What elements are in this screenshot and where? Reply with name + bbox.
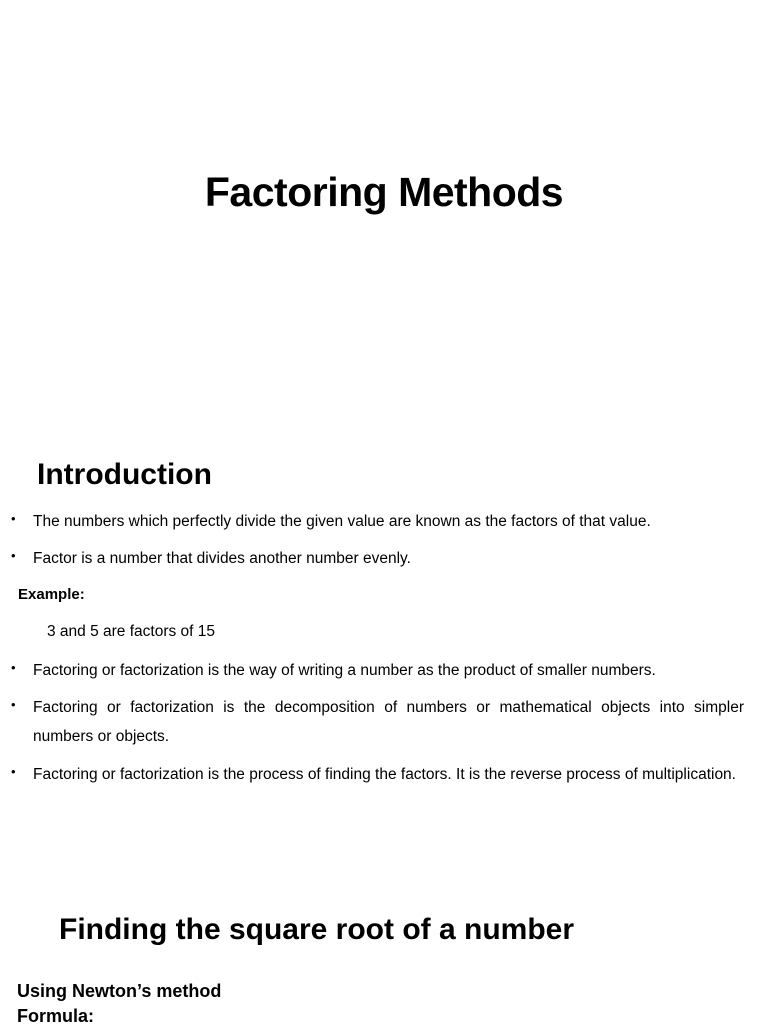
bullet-text: The numbers which perfectly divide the given value are known as the factors of that value. <box>33 513 651 530</box>
method-label: Using Newton’s method <box>17 981 222 1001</box>
document-title: Factoring Methods <box>204 169 564 215</box>
formula-label: Formula: <box>17 1006 95 1026</box>
square-root-heading: Finding the square root of a number <box>59 913 575 946</box>
bullet-icon: • <box>11 697 16 712</box>
bullet-icon: • <box>11 764 16 779</box>
bullet-icon: • <box>11 511 16 526</box>
bullet-icon: • <box>11 660 16 675</box>
bullet-text: Factor is a number that divides another number evenly. <box>33 550 411 567</box>
bullet-text: Factoring or factorization is the decomposition of numbers or mathematical objects into simpler numbers or objects. <box>33 699 744 745</box>
bullet-text: Factoring or factorization is the way of writing a number as the product of smaller numbers. <box>33 662 656 679</box>
example-text: 3 and 5 are factors of 15 <box>47 623 216 640</box>
bullet-text: Factoring or factorization is the process of finding the factors. It is the reverse process of multiplication. <box>33 766 736 783</box>
bullet-icon: • <box>11 548 16 563</box>
introduction-heading: Introduction <box>37 458 212 491</box>
example-label: Example: <box>18 586 85 603</box>
